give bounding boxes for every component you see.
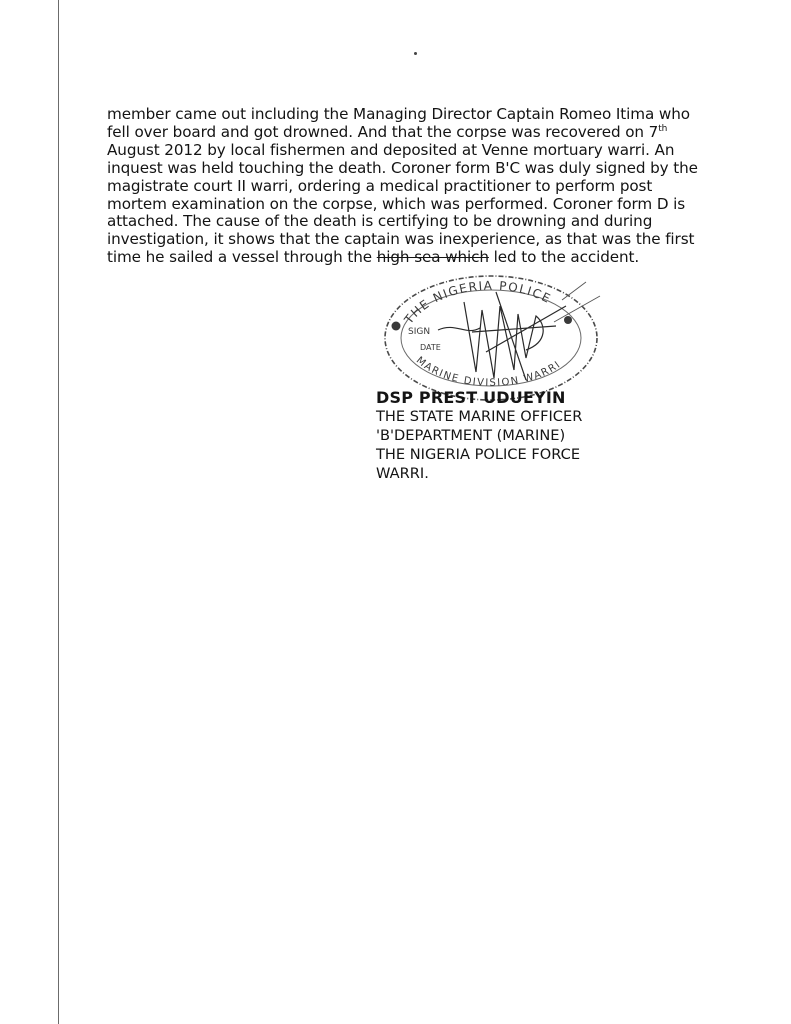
stamp-crest-right	[564, 316, 572, 324]
paragraph-part-3: led to the accident.	[488, 248, 640, 267]
stamp-sign-label: SIGN	[408, 327, 431, 337]
signer-organization: THE NIGERIA POLICE FORCE	[376, 446, 581, 463]
scan-margin-line	[58, 0, 59, 1024]
police-stamp	[376, 262, 606, 402]
stamp-top-text: THE NIGERIA POLICE	[401, 278, 554, 327]
paragraph-part-2: August 2012 by local fishermen and deposited at Venne mortuary warri. An inquest was held touching the death. Coroner form B'C was duly signed by the magistrate court II warri, ordering a medical practitioner to perform post mortem examination on the corpse, which was performed. Coroner form D is attached. The cause of the death is certifying to be drowning and during investigation, it shows that the captain was inexperience, as that was the first time he sailed a vessel through the	[107, 140, 698, 267]
signature-block	[376, 388, 582, 483]
struck-text: high sea which	[376, 248, 489, 267]
stamp-date-label: DATE	[420, 343, 441, 352]
stamp-bottom-text: MARINE DIVISION WARRI	[413, 354, 564, 389]
stamp-crest-left	[392, 322, 401, 331]
body-paragraph	[107, 106, 707, 267]
signer-location: WARRI.	[376, 465, 429, 482]
signer-name: DSP PREST UDUEYIN	[376, 388, 566, 407]
scan-speck	[414, 52, 417, 55]
paragraph-part-1: member came out including the Managing Director Captain Romeo Itima who fell over board and got drowned. And that the corpse was recovered on 7	[107, 105, 690, 141]
ordinal-suffix: th	[658, 123, 668, 134]
signer-title: THE STATE MARINE OFFICER	[376, 408, 583, 425]
signer-department: 'B'DEPARTMENT (MARINE)	[376, 427, 566, 444]
